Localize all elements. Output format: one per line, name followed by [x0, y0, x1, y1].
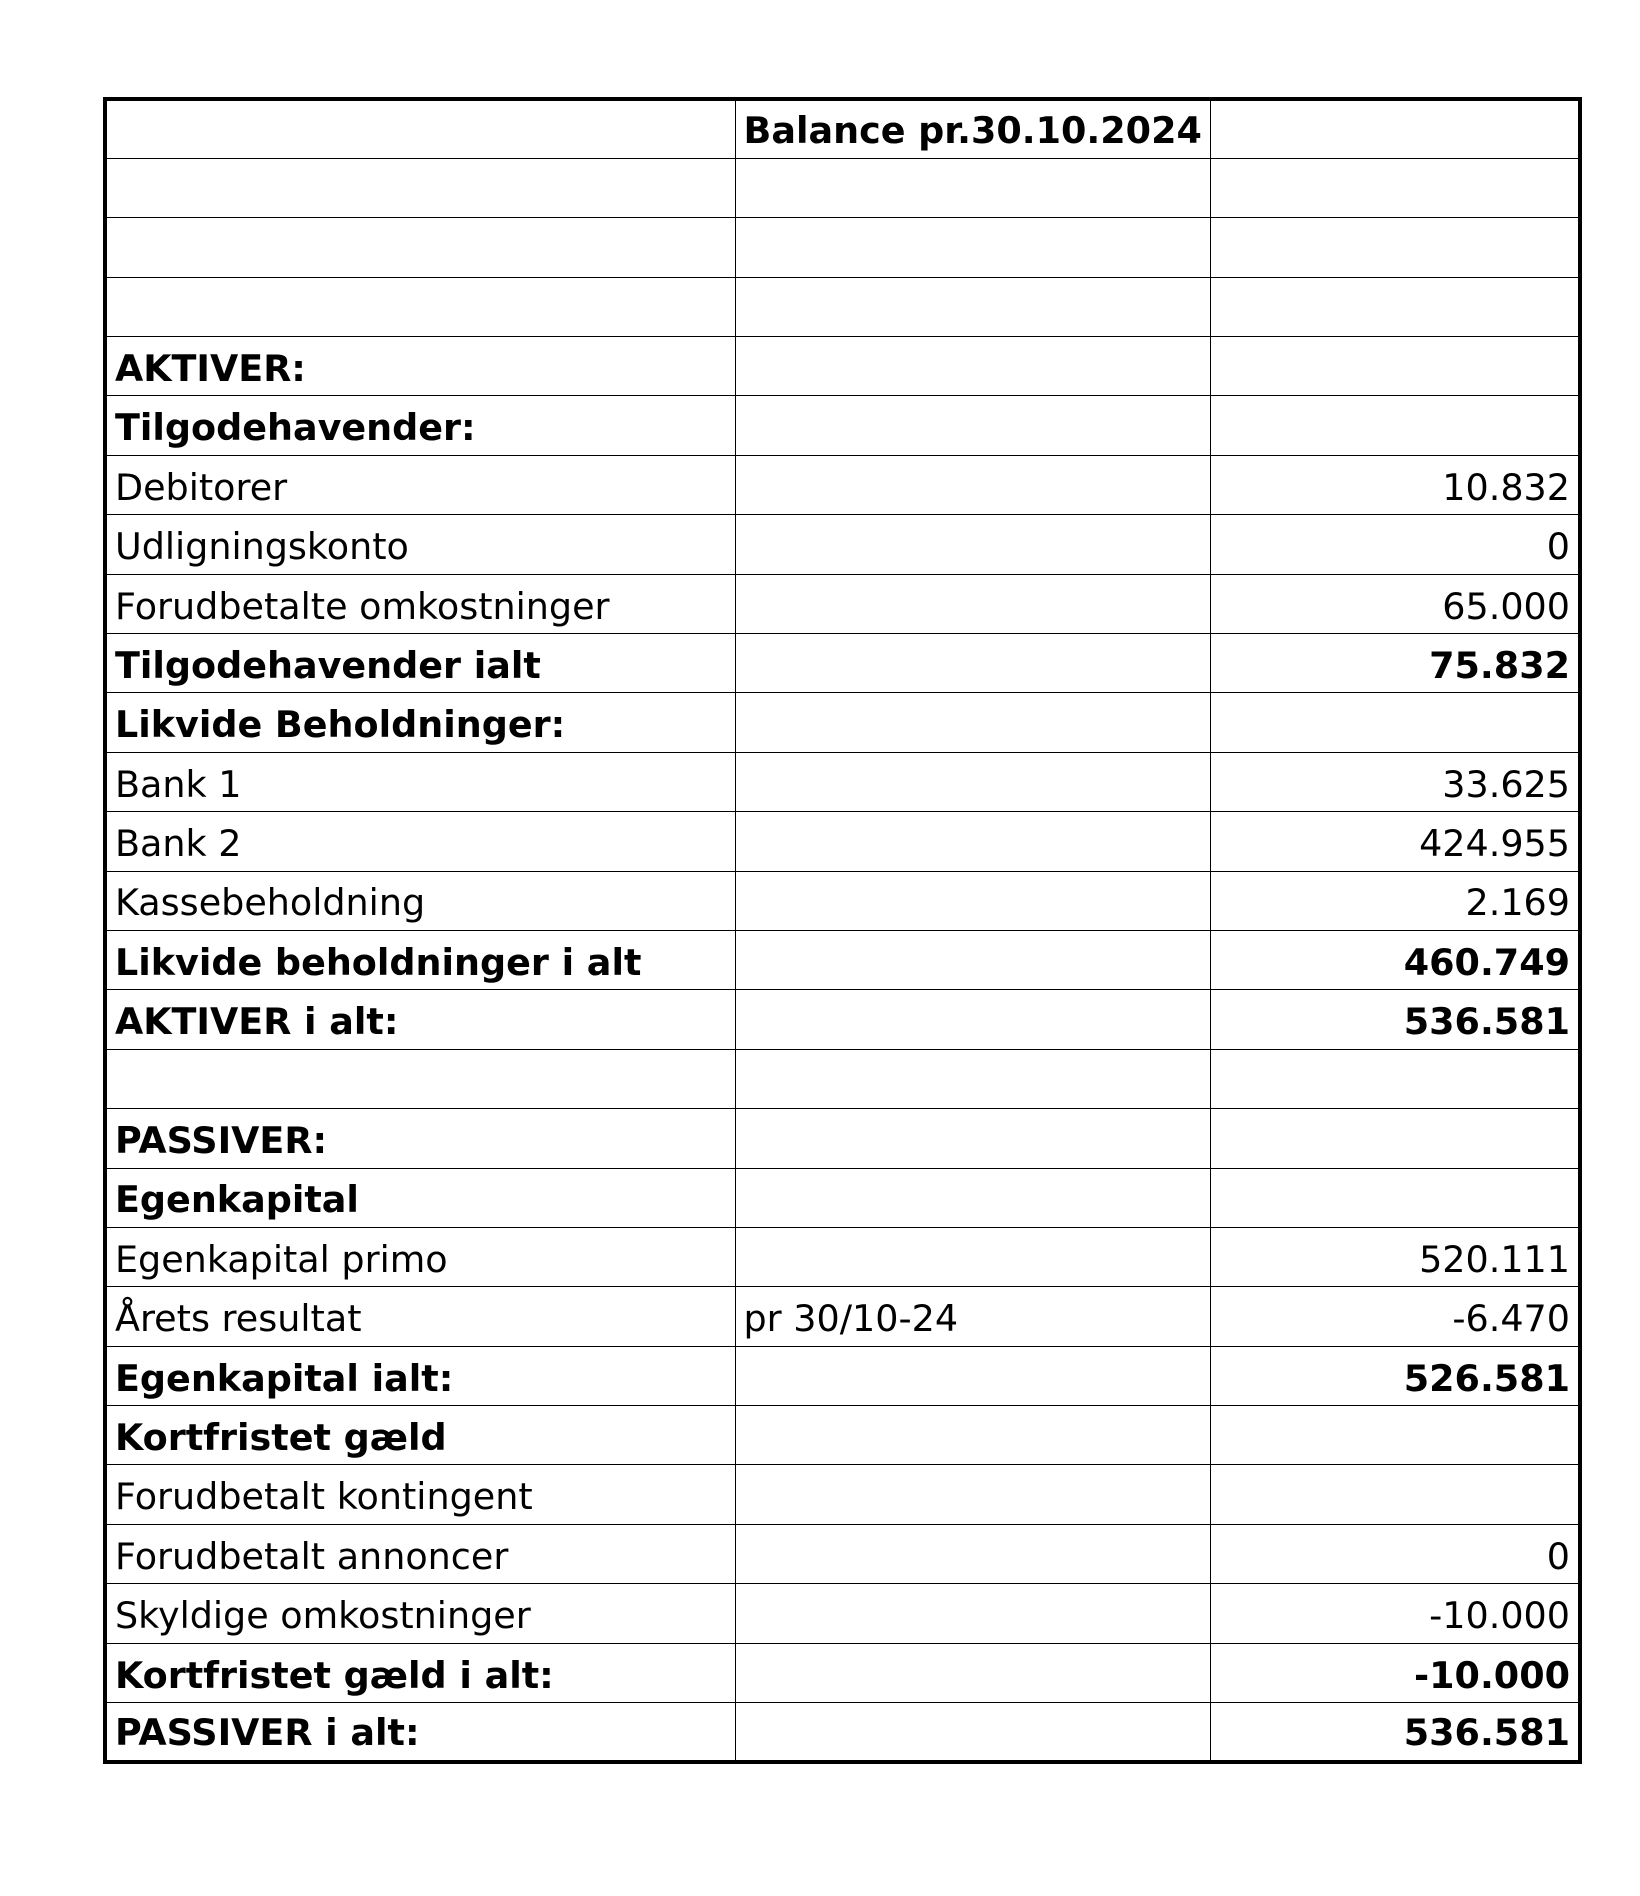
row-note	[735, 930, 1210, 989]
balance-sheet-table	[103, 97, 1582, 1764]
row-value	[1210, 158, 1580, 217]
table-row	[105, 277, 1580, 336]
row-value: -10.000	[1210, 1584, 1580, 1643]
row-value	[1210, 1168, 1580, 1227]
balance-title: Balance pr.30.10.2024	[735, 99, 1210, 158]
row-note	[735, 455, 1210, 514]
row-label: PASSIVER i alt:	[105, 1703, 735, 1762]
row-value: -6.470	[1210, 1287, 1580, 1346]
row-label: Forudbetalt annoncer	[105, 1524, 735, 1583]
row-note	[735, 158, 1210, 217]
row-label: PASSIVER:	[105, 1109, 735, 1168]
row-note	[735, 396, 1210, 455]
table-row	[105, 1584, 1580, 1643]
table-row	[105, 218, 1580, 277]
row-note	[735, 1465, 1210, 1524]
row-label: Kortfristet gæld i alt:	[105, 1643, 735, 1702]
table-row	[105, 812, 1580, 871]
row-value: 424.955	[1210, 812, 1580, 871]
table-row	[105, 1346, 1580, 1405]
table-row	[105, 930, 1580, 989]
table-row	[105, 752, 1580, 811]
row-label: Egenkapital	[105, 1168, 735, 1227]
table-row	[105, 1406, 1580, 1465]
row-label: Debitorer	[105, 455, 735, 514]
row-label: Forudbetalt kontingent	[105, 1465, 735, 1524]
row-note	[735, 871, 1210, 930]
row-label: Årets resultat	[105, 1287, 735, 1346]
row-note: pr 30/10-24	[735, 1287, 1210, 1346]
table-row	[105, 515, 1580, 574]
row-value: 65.000	[1210, 574, 1580, 633]
row-note	[735, 990, 1210, 1049]
row-note	[735, 1227, 1210, 1286]
row-value	[1210, 1049, 1580, 1108]
table-row	[105, 634, 1580, 693]
row-value: 460.749	[1210, 930, 1580, 989]
row-note	[735, 693, 1210, 752]
row-label: Tilgodehavender:	[105, 396, 735, 455]
row-label: Skyldige omkostninger	[105, 1584, 735, 1643]
row-value	[1210, 693, 1580, 752]
row-label	[105, 218, 735, 277]
row-value	[1210, 337, 1580, 396]
row-value: 0	[1210, 515, 1580, 574]
row-note	[735, 277, 1210, 336]
row-value: 536.581	[1210, 1703, 1580, 1762]
row-value	[1210, 277, 1580, 336]
row-value: 536.581	[1210, 990, 1580, 1049]
row-note	[735, 1703, 1210, 1762]
row-label: Likvide Beholdninger:	[105, 693, 735, 752]
row-note	[735, 1584, 1210, 1643]
table-row	[105, 574, 1580, 633]
row-value	[1210, 1109, 1580, 1168]
row-label: Likvide beholdninger i alt	[105, 930, 735, 989]
table-row	[105, 396, 1580, 455]
row-note	[735, 1406, 1210, 1465]
row-value: 520.111	[1210, 1227, 1580, 1286]
row-label	[105, 158, 735, 217]
table-row	[105, 871, 1580, 930]
table-row	[105, 693, 1580, 752]
row-label: Forudbetalte omkostninger	[105, 574, 735, 633]
row-value: -10.000	[1210, 1643, 1580, 1702]
table-row	[105, 1109, 1580, 1168]
table-row	[105, 337, 1580, 396]
row-value: 33.625	[1210, 752, 1580, 811]
row-label	[105, 1049, 735, 1108]
row-note	[735, 752, 1210, 811]
row-note	[735, 1168, 1210, 1227]
row-value	[1210, 1465, 1580, 1524]
row-note	[735, 812, 1210, 871]
row-value	[1210, 396, 1580, 455]
row-label: Udligningskonto	[105, 515, 735, 574]
row-value	[1210, 1406, 1580, 1465]
row-note	[735, 218, 1210, 277]
balance-sheet-body	[105, 99, 1580, 1762]
row-label	[105, 277, 735, 336]
row-label: AKTIVER i alt:	[105, 990, 735, 1049]
row-value: 75.832	[1210, 634, 1580, 693]
row-value: 526.581	[1210, 1346, 1580, 1405]
table-row	[105, 1168, 1580, 1227]
header-row	[105, 99, 1580, 158]
row-label: Tilgodehavender ialt	[105, 634, 735, 693]
row-note	[735, 634, 1210, 693]
row-label: AKTIVER:	[105, 337, 735, 396]
header-cell-label	[105, 99, 735, 158]
table-row	[105, 1643, 1580, 1702]
table-row	[105, 158, 1580, 217]
row-label: Kortfristet gæld	[105, 1406, 735, 1465]
table-row	[105, 1227, 1580, 1286]
row-value: 0	[1210, 1524, 1580, 1583]
row-note	[735, 515, 1210, 574]
row-label: Egenkapital ialt:	[105, 1346, 735, 1405]
table-row	[105, 1524, 1580, 1583]
row-label: Egenkapital primo	[105, 1227, 735, 1286]
table-row	[105, 990, 1580, 1049]
row-value	[1210, 218, 1580, 277]
row-note	[735, 1049, 1210, 1108]
row-value: 10.832	[1210, 455, 1580, 514]
row-note	[735, 1346, 1210, 1405]
header-cell-value	[1210, 99, 1580, 158]
row-note	[735, 1109, 1210, 1168]
row-note	[735, 574, 1210, 633]
row-note	[735, 337, 1210, 396]
row-value: 2.169	[1210, 871, 1580, 930]
table-row	[105, 1465, 1580, 1524]
row-note	[735, 1524, 1210, 1583]
row-label: Bank 1	[105, 752, 735, 811]
row-label: Bank 2	[105, 812, 735, 871]
table-row	[105, 1703, 1580, 1762]
row-note	[735, 1643, 1210, 1702]
table-row	[105, 1287, 1580, 1346]
table-row	[105, 1049, 1580, 1108]
table-row	[105, 455, 1580, 514]
row-label: Kassebeholdning	[105, 871, 735, 930]
